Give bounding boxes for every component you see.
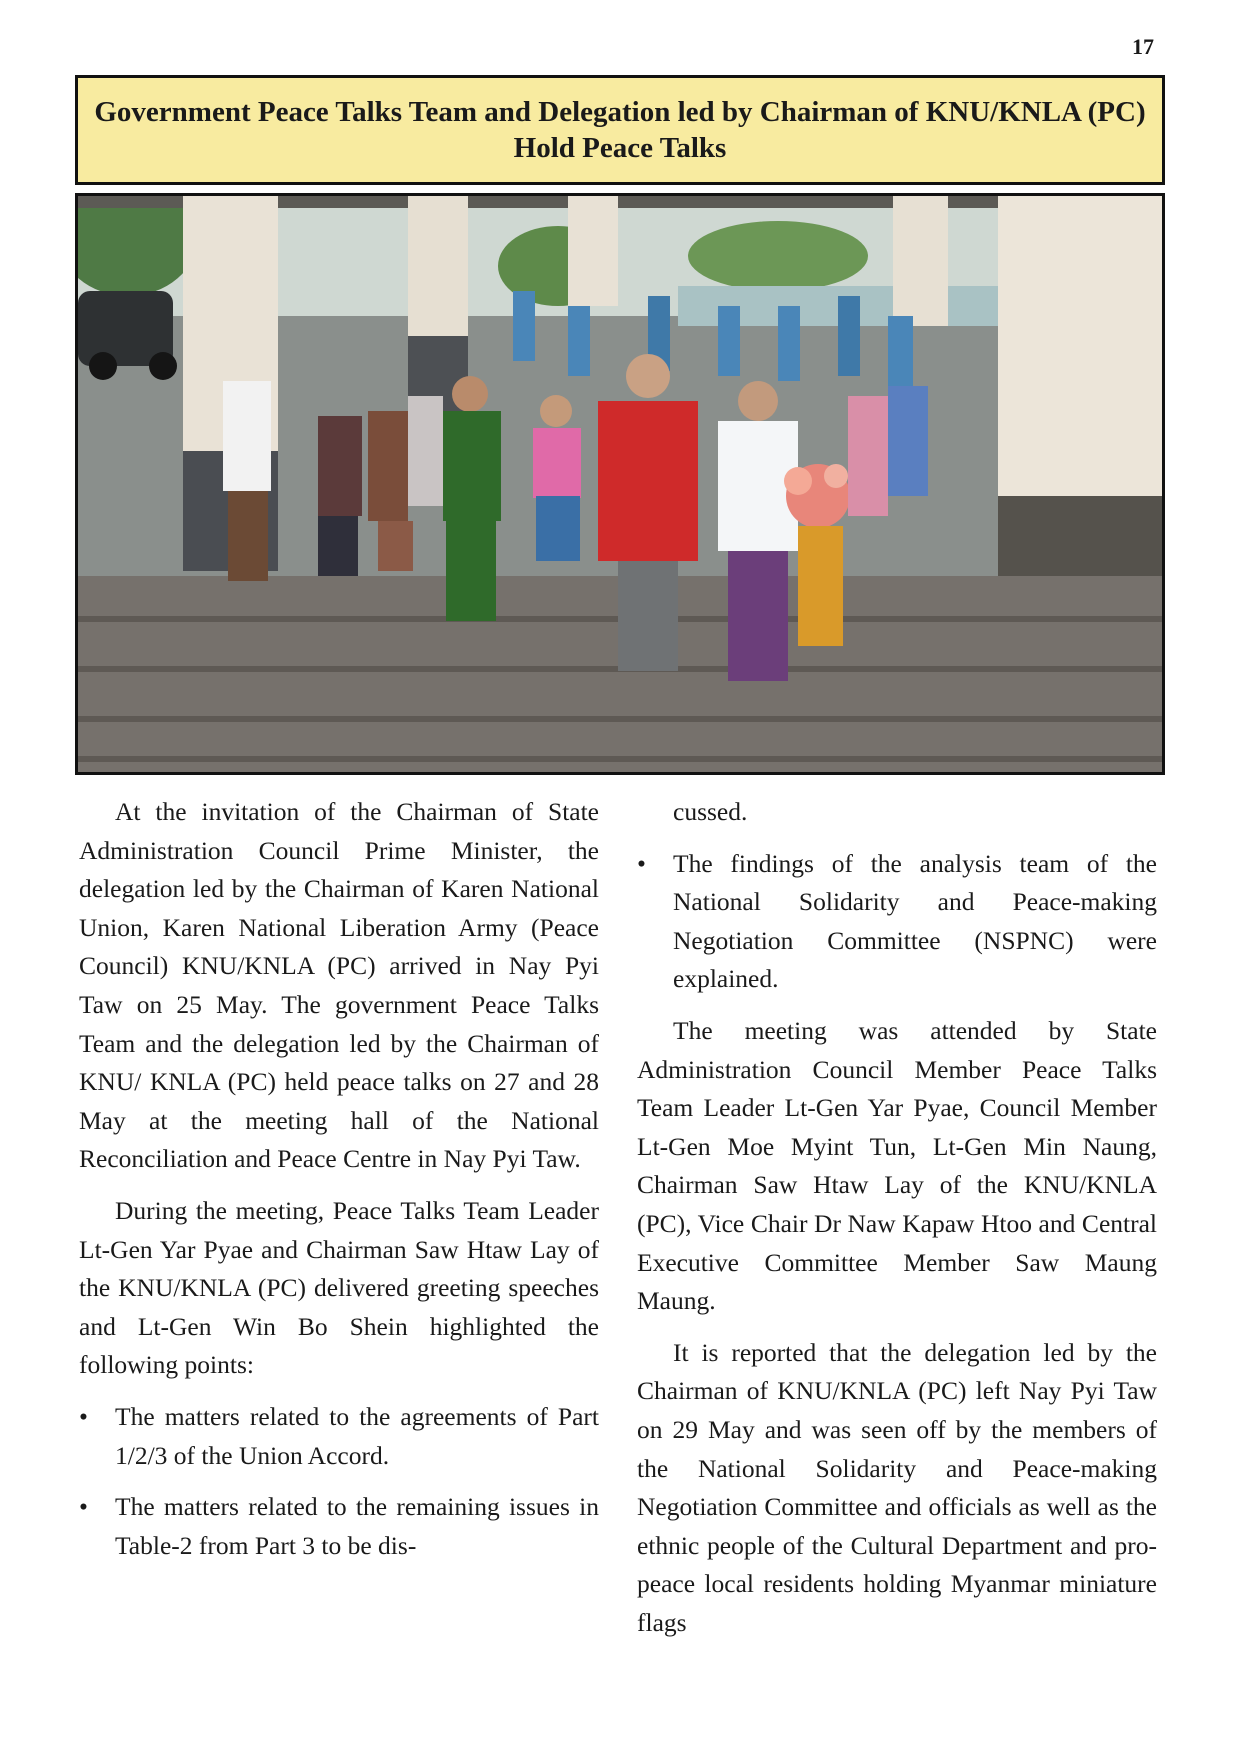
photo-of-delegation-arrival-icon [78, 196, 1162, 772]
bullet-icon: • [637, 848, 646, 878]
points-list [79, 1398, 599, 1565]
list-item [79, 1488, 599, 1565]
paragraph-arrival: At the invitation of the Chairman of State Administration Council Prime Minister, the delegation led by the Chairman of Karen National Union, Karen National Liberation Army (Peace Council) KNU/KNLA (PC) arrived in Nay Pyi Taw on 25 May. The government Peace Talks Team and the delegation led by the Chairman of KNU/ KNLA (PC) held peace talks on 27 and 28 May at the meeting hall of the National Reconciliation and Peace Centre in Nay Pyi Taw. [79, 797, 599, 1174]
paragraph-departure: It is reported that the delegation led by the Chairman of KNU/KNLA (PC) left Nay Pyi Taw on 29 May and was seen off by the members of the National Solidarity and Peace-making Negotiation Committee and officials as well as the ethnic people of the Cultural Department and pro-peace local residents holding Myanmar miniature flags [637, 1337, 1157, 1637]
right-column [637, 793, 1157, 1655]
list-item-text: The matters related to the agreements of Part 1/2/3 of the Union Accord. [115, 1401, 599, 1470]
bullet-icon: • [79, 1401, 88, 1431]
list-item-continuation: cussed. [673, 797, 748, 826]
news-photo [75, 193, 1165, 775]
title-banner [75, 75, 1165, 185]
paragraph-meeting: During the meeting, Peace Talks Team Leader Lt-Gen Yar Pyae and Chairman Saw Htaw Lay of the KNU/KNLA (PC) delivered greeting speeches and Lt-Gen Win Bo Shein highlighted the following points: [79, 1195, 599, 1380]
page-title: Government Peace Talks Team and Delegation led by Chairman of KNU/KNLA (PC) Hold Peace Talks [94, 96, 1146, 164]
points-list-continued [637, 845, 1157, 999]
page-number: 17 [1132, 34, 1154, 59]
list-item-text: The findings of the analysis team of the National Solidarity and Peace-making Negotiation Committee (NSPNC) were explained. [673, 848, 1157, 994]
list-item [637, 845, 1157, 999]
bullet-icon: • [79, 1492, 88, 1522]
paragraph-attendees: The meeting was attended by State Administration Council Member Peace Talks Team Leader Lt-Gen Yar Pyae, Council Member Lt-Gen Moe Myint Tun, Lt-Gen Min Naung, Chairman Saw Htaw Lay of the KNU/KNLA (PC), Vice Chair Dr Naw Kapaw Htoo and Central Executive Committee Member Saw Maung Maung. [637, 1015, 1157, 1316]
list-item-text: The matters related to the remaining issues in Table-2 from Part 3 to be dis- [115, 1492, 599, 1560]
left-column [79, 793, 599, 1578]
list-item [79, 1398, 599, 1475]
